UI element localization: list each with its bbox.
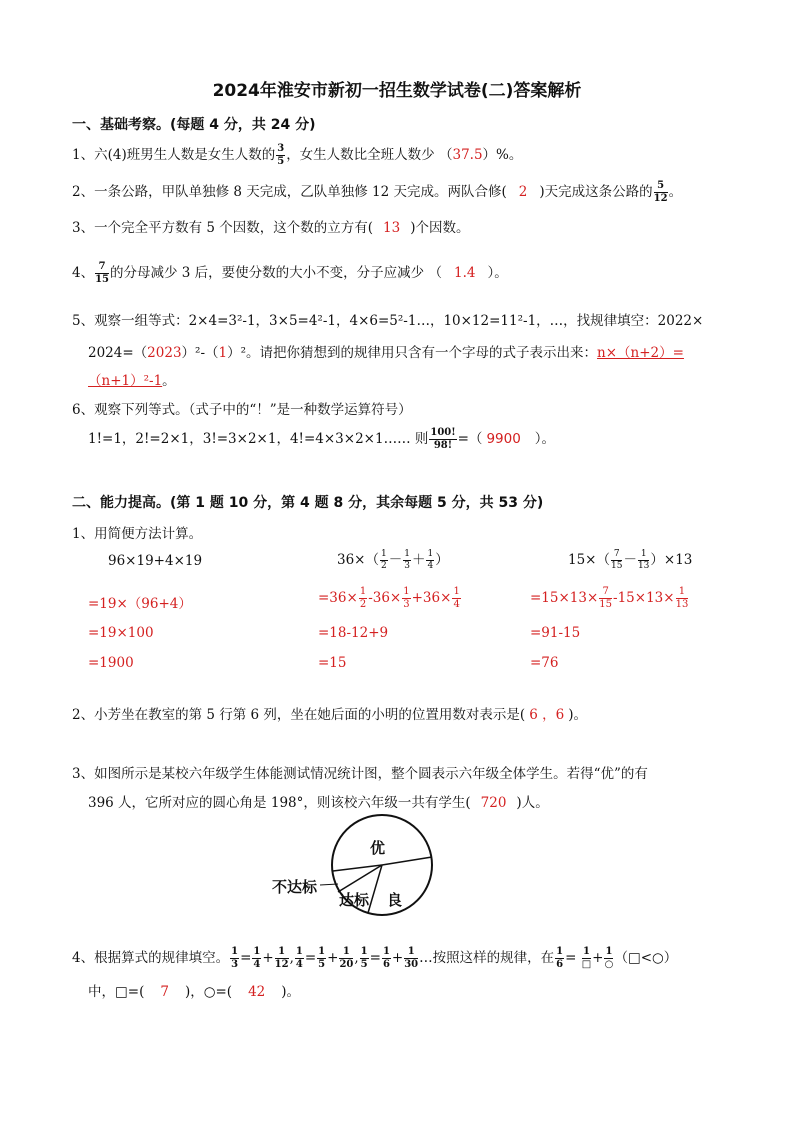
answer: （n+1）²-1 xyxy=(88,373,163,389)
answer: n×（n+2）= xyxy=(597,345,684,361)
answer: 7 xyxy=(160,984,169,1000)
question-2-3-line1: 3、如图所示是某校六年级学生体能测试情况统计图，整个圆表示六年级全体学生。若得“优”的有 xyxy=(72,766,648,782)
q-text: 2、一条公路，甲队单独修 8 天完成，乙队单独修 12 天完成。两队合修( xyxy=(72,184,507,200)
q-text: 。 xyxy=(668,184,683,200)
answer: 6 ，6 xyxy=(529,707,565,723)
question-1-1 xyxy=(72,143,522,167)
calc-2-step-2: =18-12+9 xyxy=(318,625,389,641)
question-2-4-line1: 4、根据算式的规律填空。 $\frac{1}{3}$ = $\frac{1}{4}$ + $\frac{1}{12}$ , $\frac{1}{4}$ = $\frac{1}{5}$ + $\frac{1}{20}$ , $\frac{1}{5}$ = $\frac{1}{6}$ + $\frac{1}{30}$ …按照这样的规律，在 $\frac{1}{6}$ = $\frac{1}{□}$ + $\frac{1}{○}$ （□<○） xyxy=(72,946,678,970)
q-text: ，女生人数比全班人数少 （ xyxy=(286,147,453,163)
q-text: 的分母减少 3 后，要使分数的大小不变，分子应减少 （ xyxy=(110,265,442,281)
section-1-heading: 一、基础考察。(每题 4 分，共 24 分) xyxy=(72,117,316,133)
answer: 1 xyxy=(218,345,228,361)
question-1-5-line2: 2024=（2023）²-（1）²。请把你猜想到的规律用只含有一个字母的式子表示出来：n×（n+2）= xyxy=(88,345,684,361)
question-1-5-line1: 5、观察一组等式：2×4=3²-1，3×5=4²-1，4×6=5²-1…，10×12=11²-1，…，找规律填空：2022× xyxy=(72,313,704,329)
question-2-1: 1、用简便方法计算。 xyxy=(72,526,203,542)
answer: 2 xyxy=(518,184,528,200)
answer: 42 xyxy=(248,984,266,1000)
question-1-5-line3: （n+1）²-1。 xyxy=(88,373,176,389)
answer: 9900 xyxy=(486,431,521,447)
calc-2-step-3: =15 xyxy=(318,655,347,671)
q-text: )天完成这条公路的 xyxy=(539,184,653,200)
fraction: $\frac{100!}{98!}$ xyxy=(430,427,456,451)
calc-1-expression: 96×19+4×19 xyxy=(108,553,203,569)
question-1-3 xyxy=(72,216,470,236)
calc-3-step-2: =91-15 xyxy=(530,625,581,641)
question-2-4-line2: 中，□=( 7 )，○=( 42 )。 xyxy=(88,984,301,1000)
q-text: ）。 xyxy=(487,265,508,281)
q-text: 1、六(4)班男生人数是女生人数的 xyxy=(72,147,276,163)
section-2-heading: 二、能力提高。(第 1 题 10 分，第 4 题 8 分，其余每题 5 分，共 53 分) xyxy=(72,495,544,511)
question-1-6-line2: 1!=1，2!=2×1，3!=3×2×1，4!=4×3×2×1…… 则 $\frac{100!}{98!}$ =（ 9900 ）。 xyxy=(88,427,556,451)
calc-3-expression: 15×（ $\frac{7}{15}$ － $\frac{1}{13}$ ）×13 xyxy=(568,549,693,571)
answer: 37.5 xyxy=(452,147,483,163)
pie-divider-you-right xyxy=(382,857,432,865)
q-text: )个因数。 xyxy=(410,220,470,236)
calc-1-step-1: =19×（96+4） xyxy=(88,596,192,612)
calc-2-step-1: =36× $\frac{1}{2}$ -36× $\frac{1}{3}$ +36× $\frac{1}{4}$ xyxy=(318,586,460,610)
calc-3-step-1: =15×13× $\frac{7}{15}$ -15×13× $\frac{1}{13}$ xyxy=(530,586,689,610)
calc-1-step-2: =19×100 xyxy=(88,625,154,641)
pie-label-liang: 良 xyxy=(387,891,403,909)
calc-3-step-3: =76 xyxy=(530,655,559,671)
q-text: ）%。 xyxy=(482,147,523,163)
fraction: $\frac{5}{12}$ xyxy=(653,180,668,204)
calc-2-expression: 36×（ $\frac{1}{2}$ － $\frac{1}{3}$ ＋ $\frac{1}{4}$ ） xyxy=(337,549,449,571)
question-2-3-line2: 396 人，它所对应的圆心角是 198°，则该校六年级一共有学生( 720 )人。 xyxy=(88,795,549,811)
pie-label-you: 优 xyxy=(370,839,386,857)
answer: 13 xyxy=(383,220,401,236)
pie-label-dabiao: 达标 xyxy=(339,891,370,909)
answer: 2023 xyxy=(147,345,182,361)
fraction: $\frac{3}{5}$ xyxy=(277,143,285,167)
q-text: 4、 xyxy=(72,265,95,281)
question-1-6-line1: 6、观察下列等式。（式子中的“！”是一种数学运算符号） xyxy=(72,402,412,418)
question-1-2 xyxy=(72,180,682,204)
calc-1-step-3: =1900 xyxy=(88,655,134,671)
fraction: $\frac{7}{15}$ xyxy=(95,261,110,285)
fraction: $\frac{1}{3}$ xyxy=(231,946,239,970)
question-2-2: 2、小芳坐在教室的第 5 行第 6 列，坐在她后面的小明的位置用数对表示是( 6 ，6 )。 xyxy=(72,707,587,723)
answer: 720 xyxy=(480,795,507,811)
q-text: 3、一个完全平方数有 5 个因数，这个数的立方有( xyxy=(72,220,374,236)
question-1-4 xyxy=(72,261,508,285)
page-title: 2024年淮安市新初一招生数学试卷(二)答案解析 xyxy=(212,81,582,101)
answer: 1.4 xyxy=(453,265,476,281)
pie-label-budabiao: 不达标 xyxy=(272,878,318,896)
